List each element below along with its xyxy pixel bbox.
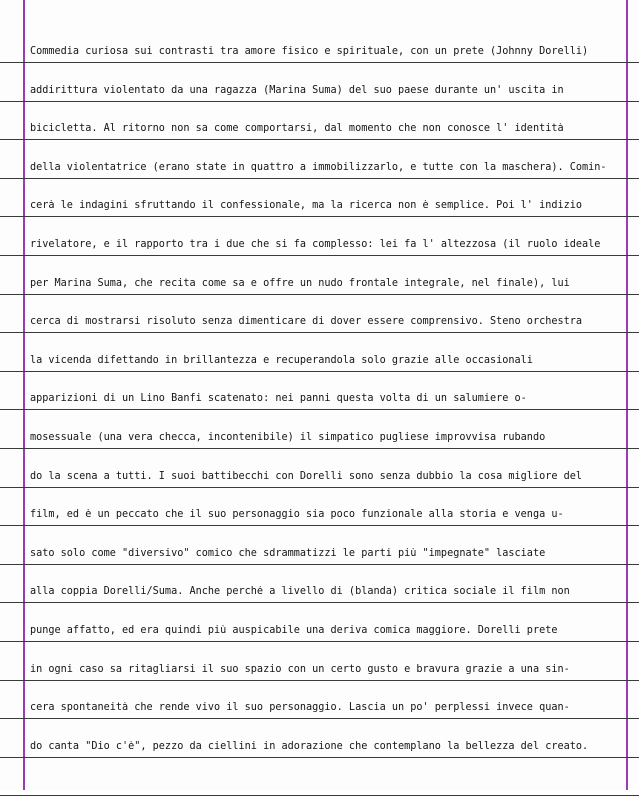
ruled-line <box>0 101 639 102</box>
ruled-line <box>0 178 639 179</box>
ruled-line <box>0 718 639 719</box>
ruled-line <box>0 680 639 681</box>
ruled-line <box>0 525 639 526</box>
text-line: bicicletta. Al ritorno non sa come comportarsi, dal momento che non conosce l' identità <box>30 123 564 134</box>
text-line: Commedia curiosa sui contrasti tra amore fisico e spirituale, con un prete (Johnny Dorelli) <box>30 46 589 57</box>
text-line: alla coppia Dorelli/Suma. Anche perché a livello di (blanda) critica sociale il film non <box>30 586 570 597</box>
text-line: la vicenda difettando in brillantezza e recuperandola solo grazie alle occasionali <box>30 355 533 366</box>
text-line: cerca di mostrarsi risoluto senza dimenticare di dover essere comprensivo. Steno orchestra <box>30 316 583 327</box>
left-margin-line <box>23 0 25 790</box>
ruled-line <box>0 641 639 642</box>
ruled-line <box>0 564 639 565</box>
ruled-line <box>0 409 639 410</box>
ruled-line <box>0 332 639 333</box>
ruled-line <box>0 139 639 140</box>
ruled-line <box>0 602 639 603</box>
text-line: film, ed è un peccato che il suo personaggio sia poco funzionale alla storia e venga u- <box>30 509 564 520</box>
text-line: cerà le indagini sfruttando il confessionale, ma la ricerca non è semplice. Poi l' indizio <box>30 200 583 211</box>
text-line: mosessuale (una vera checca, incontenibile) il simpatico pugliese improvvisa rubando <box>30 432 546 443</box>
ruled-line <box>0 487 639 488</box>
ruled-line <box>0 448 639 449</box>
ruled-line <box>0 216 639 217</box>
text-line: do canta "Dio c'è", pezzo da ciellini in adorazione che contemplano la bellezza del creato. <box>30 741 589 752</box>
ruled-line <box>0 757 639 758</box>
ruled-line <box>0 371 639 372</box>
text-line: do la scena a tutti. I suoi battibecchi con Dorelli sono senza dubbio la cosa migliore del <box>30 471 583 482</box>
text-line: della violentatrice (erano state in quattro a immobilizzarlo, e tutte con la maschera). Comin- <box>30 162 607 173</box>
ruled-line <box>0 255 639 256</box>
text-line: in ogni caso sa ritagliarsi il suo spazio con un certo gusto e bravura grazie a una sin- <box>30 664 570 675</box>
text-line: apparizioni di un Lino Banfi scatenato: nei panni questa volta di un salumiere o- <box>30 393 527 404</box>
text-line: per Marina Suma, che recita come sa e offre un nudo frontale integrale, nel finale), lui <box>30 278 570 289</box>
text-line: sato solo come "diversivo" comico che sdrammatizzi le parti più "impegnate" lasciate <box>30 548 546 559</box>
right-margin-line <box>626 0 628 790</box>
text-line: rivelatore, e il rapporto tra i due che si fa complesso: lei fa l' altezzosa (il ruolo ideale <box>30 239 601 250</box>
ruled-line <box>0 62 639 63</box>
text-line: punge affatto, ed era quindi più auspicabile una deriva comica maggiore. Dorelli prete <box>30 625 558 636</box>
ruled-line <box>0 294 639 295</box>
text-line: cera spontaneità che rende vivo il suo personaggio. Lascia un po' perplessi invece quan- <box>30 702 570 713</box>
text-line: addirittura violentato da una ragazza (Marina Suma) del suo paese durante un' uscita in <box>30 85 564 96</box>
